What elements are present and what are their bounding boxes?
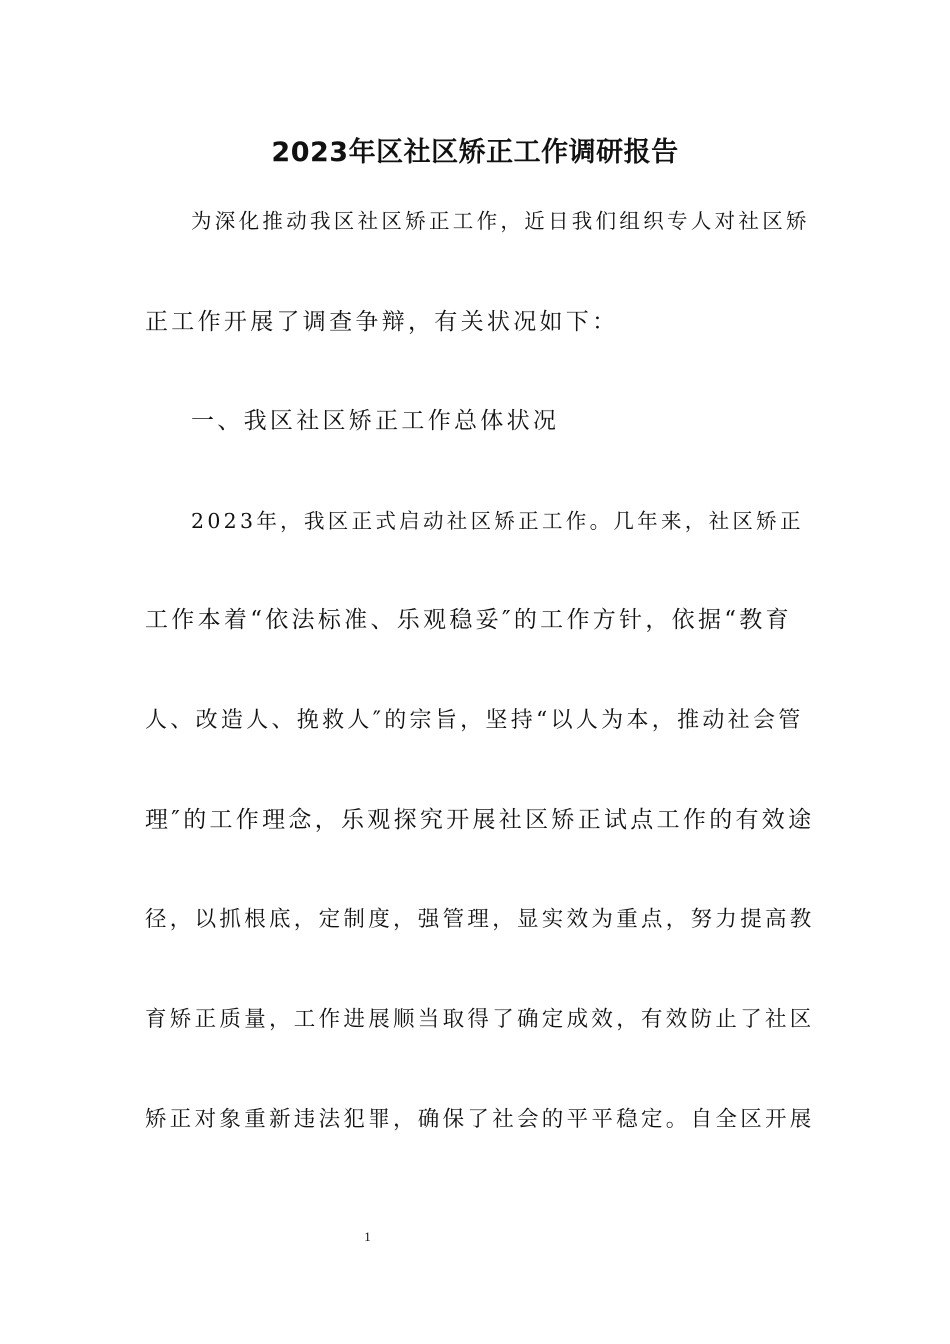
paragraph-line: 2023年，我区正式启动社区矫正工作。几年来，社区矫正	[191, 509, 804, 533]
paragraph-line: 工作本着“依法标准、乐观稳妥″的工作方针，依据“教育	[145, 607, 792, 633]
paragraph-line: 育矫正质量，工作进展顺当取得了确定成效，有效防止了社区	[145, 1007, 815, 1032]
paragraph-line: 径，以抓根底，定制度，强管理，显实效为重点，努力提高教	[145, 907, 815, 932]
paragraph-line: 理″的工作理念，乐观探究开展社区矫正试点工作的有效途	[145, 807, 815, 833]
paragraph-line: 正工作开展了调查争辩，有关状况如下：	[145, 309, 619, 335]
page-number: 1	[364, 1229, 371, 1244]
document-title: 2023年区社区矫正工作调研报告	[271, 137, 679, 168]
paragraph-line: 为深化推动我区社区矫正工作，近日我们组织专人对社区矫	[191, 209, 810, 233]
paragraph-line: 矫正对象重新违法犯罪，确保了社会的平平稳定。自全区开展	[145, 1107, 815, 1132]
section-heading: 一、我区社区矫正工作总体状况	[191, 408, 560, 434]
paragraph-line: 人、改造人、挽救人″的宗旨，坚持“以人为本，推动社会管	[145, 708, 804, 733]
